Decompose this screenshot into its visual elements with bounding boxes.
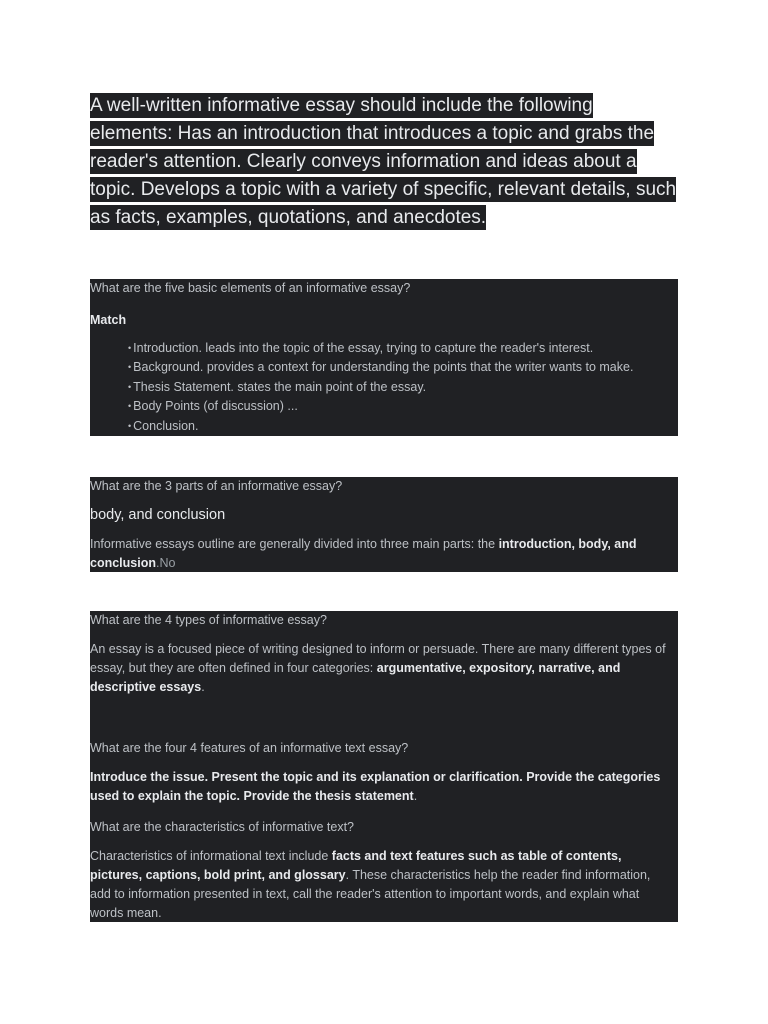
list-item: • Thesis Statement. states the main point of the essay. — [128, 378, 633, 397]
intro-part-2: Has an introduction that introduces a topic and grabs the reader's attention — [90, 123, 655, 172]
list-item: • Introduction. leads into the topic of the essay, trying to capture the reader's interest. — [128, 339, 633, 358]
list-item: • Body Points (of discussion) ... — [128, 397, 633, 416]
four-types-bold: argumentative, expository, narrative, and descriptive essays — [90, 661, 621, 694]
elements-list — [128, 339, 633, 436]
list-item: • Conclusion. — [128, 417, 633, 436]
four-features-question: What are the four 4 features of an informative text essay? — [90, 741, 409, 755]
intro-part-3: . Clearly conveys information and ideas about a topic. Develops a topic with a variety of specific, relevant details, such as facts, examples, quotations, and anecdotes. — [90, 151, 677, 228]
characteristics-question: What are the characteristics of informative text? — [90, 820, 354, 834]
characteristics-answer-end: . These characteristics help the reader find information, add to information presented in text, call the reader's attention to important words, and explain what words mean. — [90, 868, 651, 920]
three-parts-text-end: .No — [155, 556, 176, 570]
three-parts-bold: introduction, body, and conclusion — [90, 537, 637, 570]
three-parts-question: What are the 3 parts of an informative essay? — [90, 479, 343, 493]
four-features-answer — [90, 768, 672, 806]
intro-paragraph — [90, 92, 680, 232]
characteristics-answer-start: Characteristics of informational text include — [90, 849, 332, 863]
list-item: • Background. provides a context for understanding the points that the writer wants to make. — [128, 358, 633, 377]
three-parts-text-start: Informative essays outline are generally divided into three main parts: the — [90, 537, 499, 551]
four-types-answer — [90, 640, 672, 697]
four-types-answer-end: . — [201, 680, 205, 694]
three-parts-answer: body, and conclusion — [90, 507, 226, 523]
three-parts-card — [90, 477, 678, 572]
four-types-answer-start: An essay is a focused piece of writing designed to inform or persuade. There are many different types of essay, but they are often defined in four categories: — [90, 642, 666, 675]
five-elements-card — [90, 279, 678, 436]
four-features-bold: Introduce the issue. Present the topic and its explanation or clarification. Provide the categories used to explain the topic. Provide the thesis statement — [90, 770, 661, 803]
three-parts-text — [90, 535, 672, 573]
intro-part-1: A well-written informative essay should include the following elements: — [90, 95, 593, 144]
four-types-question: What are the 4 types of informative essay? — [90, 613, 327, 627]
five-elements-question: What are the five basic elements of an informative essay? — [90, 281, 411, 295]
four-features-answer-end: . — [413, 789, 418, 803]
characteristics-answer — [90, 847, 672, 923]
types-features-card — [90, 611, 678, 922]
characteristics-bold: facts and text features such as table of contents, pictures, captions, bold print, and glossary — [90, 849, 622, 882]
match-label: Match — [90, 313, 127, 327]
